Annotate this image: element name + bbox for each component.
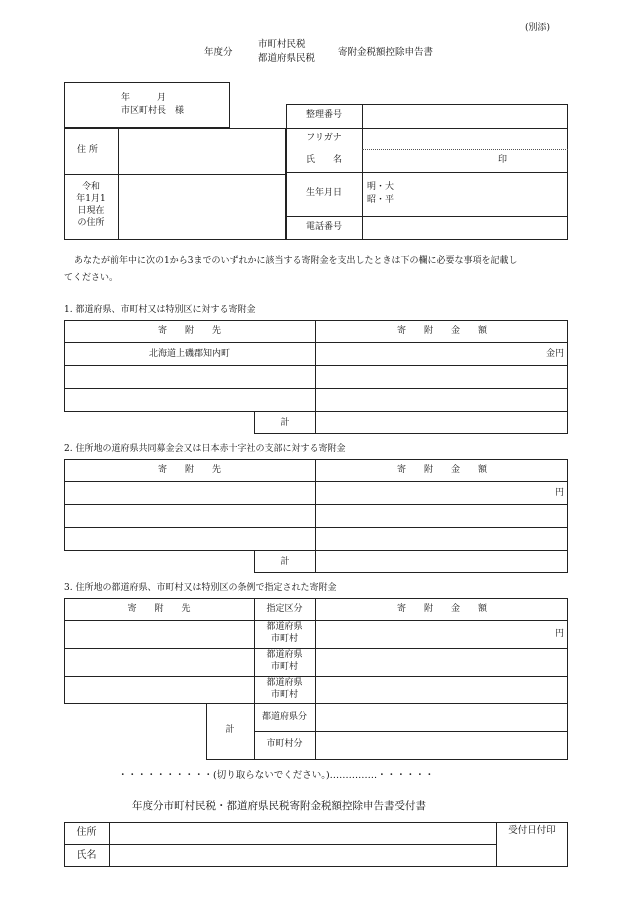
section2-total-label: 計 (280, 557, 290, 567)
title-year: 年度分 (204, 47, 233, 58)
section1-heading: 1. 都道府県、市町村又は特別区に対する寄附金 (64, 305, 256, 315)
address-label: 住 所 (77, 145, 98, 155)
section2-row2-amount[interactable] (316, 505, 567, 526)
section1-col-amount: 寄 附 金 額 (396, 326, 487, 336)
section3-row1-class-pref[interactable]: 都道府県 (266, 622, 303, 632)
section2-row1-unit: 円 (554, 488, 564, 498)
receipt-address-field[interactable] (110, 823, 495, 843)
section3-col-amount: 寄 附 金 額 (396, 604, 487, 614)
cut-line-notice: ・・・・・・・・・・(切り取らないでください。)……………・・・・・・ (118, 770, 435, 781)
section3-total-pref-amount[interactable] (316, 705, 567, 730)
section2-row3-amount[interactable] (316, 528, 567, 550)
seal-mark: 印 (498, 155, 508, 165)
section1-row1-destination[interactable]: 北海道上磯郡知内町 (148, 349, 230, 359)
receipt-title: 年度分市町村民税・都道府県民税寄附金税額控除申告書受付書 (132, 800, 426, 812)
title-tax-municipal: 市町村民税 (258, 39, 306, 50)
section3-row1-class-muni[interactable]: 市町村 (270, 634, 298, 644)
current-address-input[interactable] (119, 175, 285, 239)
title-form-name: 寄附金税額控除申告書 (338, 47, 434, 58)
section3-row2-destination[interactable] (65, 649, 253, 675)
section3-col-designation: 指定区分 (266, 604, 303, 614)
receipt-name-field[interactable] (110, 845, 495, 866)
receipt-address-label: 住所 (76, 827, 97, 838)
intro-text-line1: あなたが前年中に次の1から3までのいずれかに該当する寄附金を支出したときは下の欄に必要な事項を記載し (74, 256, 518, 266)
phone-label: 電話番号 (305, 222, 342, 232)
section3-row2-class-pref[interactable]: 都道府県 (266, 650, 303, 660)
section3-col-destination: 寄 附 先 (127, 604, 191, 614)
current-address-label-2: 年1月1 (76, 194, 106, 204)
section3-total-muni-amount[interactable] (316, 732, 567, 758)
furigana-field[interactable] (363, 129, 567, 148)
section1-row3-destination[interactable] (65, 389, 314, 411)
serial-number-field[interactable] (363, 105, 567, 127)
address-input[interactable] (119, 129, 285, 173)
section3-total-muni-label: 市町村分 (266, 739, 303, 749)
annex-label: (別添) (525, 23, 551, 33)
section3-row1-destination[interactable] (65, 621, 253, 647)
receipt-stamp-label: 受付日付印 (508, 825, 556, 836)
receipt-name-label: 氏名 (76, 850, 97, 861)
serial-number-label: 整理番号 (305, 110, 342, 120)
section2-total-amount[interactable] (316, 552, 567, 572)
era-option-meiji-taisho[interactable]: 明・大 (367, 182, 395, 192)
section1-total-amount[interactable] (316, 413, 567, 433)
section3-row2-class-muni[interactable]: 市町村 (270, 662, 298, 672)
date-field[interactable]: 年 月 (121, 93, 167, 103)
section3-row3-class-pref[interactable]: 都道府県 (266, 678, 303, 688)
current-address-label-3: 日現在 (77, 206, 105, 216)
addressee-box (64, 82, 230, 128)
section1-row2-amount[interactable] (316, 366, 567, 387)
intro-text-line2: てください。 (64, 273, 119, 283)
section2-col-destination: 寄 附 先 (157, 465, 221, 475)
section1-col-destination: 寄 附 先 (157, 326, 221, 336)
current-address-label-1: 令和 (81, 182, 100, 192)
section3-row2-amount[interactable] (316, 649, 567, 675)
section1-total-label: 計 (280, 418, 290, 428)
section1-row3-amount[interactable] (316, 389, 567, 411)
era-option-showa-heisei[interactable]: 昭・平 (367, 195, 395, 205)
section3-total-pref-label: 都道府県分 (261, 712, 307, 722)
section2-col-amount: 寄 附 金 額 (396, 465, 487, 475)
birth-date-label: 生年月日 (305, 188, 342, 198)
section2-row1-destination[interactable] (65, 482, 314, 503)
name-field[interactable] (363, 150, 567, 171)
section1-row1-unit: 金円 (545, 349, 564, 359)
section1-table (64, 320, 568, 434)
section3-table (64, 598, 568, 760)
section2-row3-destination[interactable] (65, 528, 314, 550)
section3-total-label: 計 (225, 725, 235, 735)
title-tax-prefectural: 都道府県民税 (258, 53, 316, 64)
addressee-label: 市区町村長 様 (121, 106, 185, 116)
furigana-label: フリガナ (306, 133, 342, 143)
section2-table (64, 459, 568, 573)
section3-row3-amount[interactable] (316, 677, 567, 703)
section2-heading: 2. 住所地の道府県共同募金会又は日本赤十字社の支部に対する寄附金 (64, 444, 346, 454)
current-address-label-4: の住所 (77, 218, 105, 228)
phone-field[interactable] (363, 217, 567, 239)
section3-heading: 3. 住所地の都道府県、市町村又は特別区の条例で指定された寄附金 (64, 583, 337, 593)
section1-row1-amount[interactable] (316, 343, 546, 364)
section3-row1-amount[interactable] (316, 621, 546, 647)
receipt-table (64, 822, 568, 867)
section1-row2-destination[interactable] (65, 366, 314, 387)
section2-row2-destination[interactable] (65, 505, 314, 526)
section2-row1-amount[interactable] (316, 482, 546, 503)
name-label: 氏 名 (305, 155, 342, 165)
section3-row3-destination[interactable] (65, 677, 253, 703)
section3-row1-unit: 円 (554, 629, 564, 639)
section3-row3-class-muni[interactable]: 市町村 (270, 690, 298, 700)
